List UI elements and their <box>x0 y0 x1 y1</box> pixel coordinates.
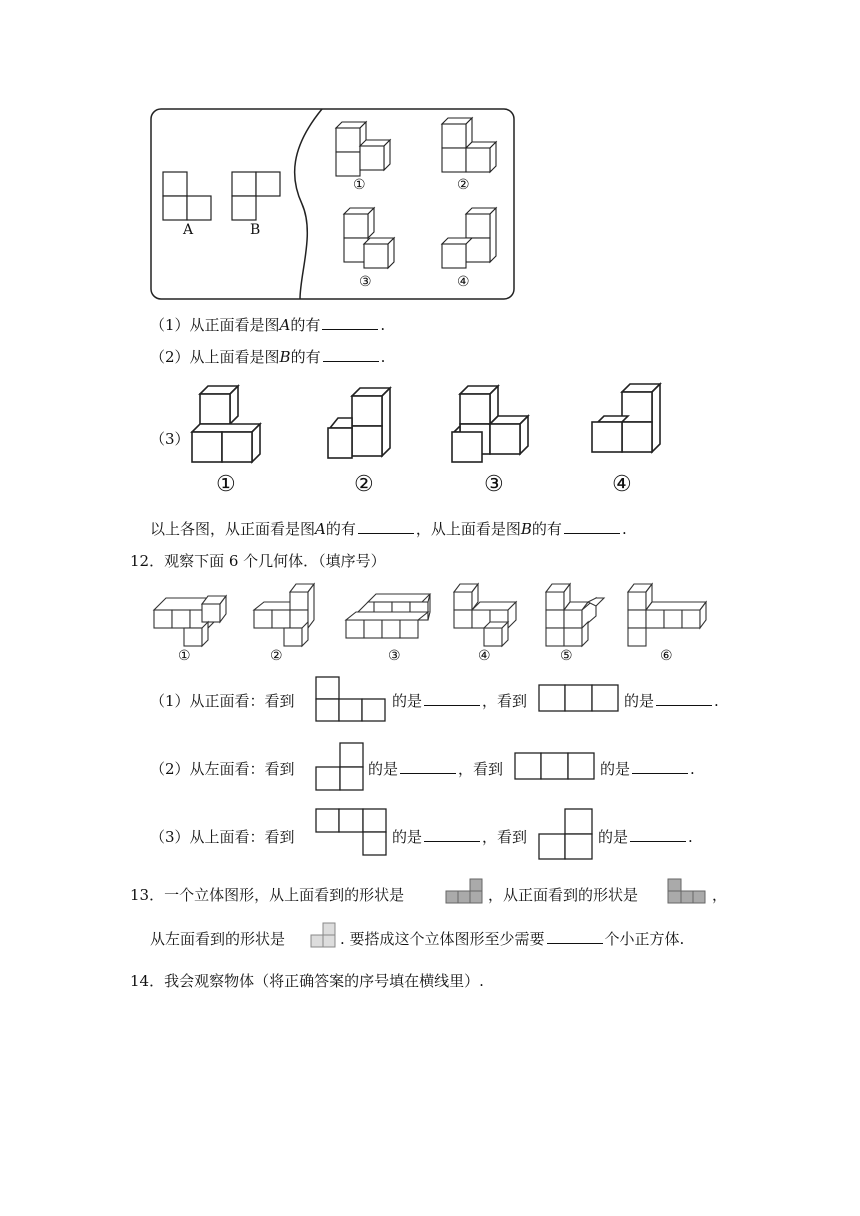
answer-blank[interactable] <box>400 759 456 774</box>
solid-1 <box>336 122 390 176</box>
q13-line1: 13．一个立体图形，从上面看到的形状是 <box>130 886 405 904</box>
q12-part2: （2）从左面看：看到 <box>150 760 295 778</box>
top-view-t-shape <box>538 808 594 860</box>
q12-label-1: ① <box>178 648 191 664</box>
q11-part1: （1）从正面看是图A的有 . <box>150 316 386 334</box>
q12-part3: （3）从上面看：看到 <box>150 828 295 846</box>
solid-4-label: ④ <box>457 274 470 290</box>
q12-label-4: ④ <box>478 648 491 664</box>
top-view-shape <box>315 808 389 856</box>
view-a-label: A <box>183 222 194 238</box>
q12-solid-3 <box>346 594 430 638</box>
q12-solids <box>150 580 710 670</box>
solid-2 <box>442 118 496 172</box>
answer-blank[interactable] <box>547 929 603 944</box>
q13-line2-end: . 要搭成这个立体图形至少需要 个小正方体. <box>340 930 685 948</box>
part3-label-3: ③ <box>484 472 504 497</box>
q12-label-6: ⑥ <box>660 648 673 664</box>
solid-3 <box>344 208 394 268</box>
part3-label-2: ② <box>354 472 374 497</box>
front-view-gray <box>666 878 708 904</box>
left-view-gray <box>310 922 338 948</box>
q12-part1: （1）从正面看：看到 <box>150 692 295 710</box>
answer-blank[interactable] <box>424 827 480 842</box>
answer-blank[interactable] <box>424 691 480 706</box>
q12-solid-5 <box>546 584 604 646</box>
solid-2-label: ② <box>457 177 470 193</box>
front-view-l-shape <box>315 676 387 722</box>
part3-solid-3 <box>452 386 528 462</box>
view-b-shape <box>232 172 280 220</box>
part3-solid-1 <box>192 386 260 462</box>
q11-part3-prefix: （3） <box>150 430 190 448</box>
q11-part3-figures <box>190 380 680 500</box>
q12-label-5: ⑤ <box>560 648 573 664</box>
left-view-l-shape <box>315 742 365 792</box>
answer-blank[interactable] <box>656 691 712 706</box>
view-a-shape <box>163 172 211 220</box>
part3-solid-4 <box>592 384 660 452</box>
answer-blank[interactable] <box>630 827 686 842</box>
part3-label-4: ④ <box>612 472 632 497</box>
q11-figure-svg <box>150 108 515 300</box>
left-view-row3 <box>514 752 596 780</box>
solid-4 <box>442 208 496 268</box>
q12-part2-end: 的是 . <box>600 760 695 778</box>
q13-line1-end: ， <box>712 886 728 904</box>
front-view-row3 <box>538 684 620 712</box>
q12-solid-2 <box>254 584 314 646</box>
answer-blank[interactable] <box>632 759 688 774</box>
part3-solid-2 <box>328 388 390 458</box>
q13-line1-mid: ，从正面看到的形状是 <box>488 886 639 904</box>
q12-part1-mid: 的是 ，看到 <box>392 692 528 710</box>
q11-figure-box <box>150 108 515 300</box>
answer-blank[interactable] <box>323 347 379 362</box>
q12-stem: 12．观察下面 6 个几何体．（填序号） <box>130 552 386 570</box>
q12-part1-end: 的是 . <box>624 692 719 710</box>
answer-blank[interactable] <box>564 519 620 534</box>
q12-label-2: ② <box>270 648 283 664</box>
solid-3-label: ③ <box>359 274 372 290</box>
q11-part2: （2）从上面看是图B的有 . <box>150 348 386 366</box>
answer-blank[interactable] <box>322 315 378 330</box>
q11-summary: 以上各图，从正面看是图A的有 ，从上面看是图B的有 . <box>150 520 627 538</box>
solid-1-label: ① <box>353 177 366 193</box>
q12-solid-4 <box>454 584 516 646</box>
view-b-label: B <box>250 222 261 238</box>
part3-label-1: ① <box>216 472 236 497</box>
q13-line2: 从左面看到的形状是 <box>150 930 286 948</box>
q12-solid-1 <box>154 596 226 646</box>
answer-blank[interactable] <box>358 519 414 534</box>
q12-solid-6 <box>628 584 706 646</box>
q12-label-3: ③ <box>388 648 401 664</box>
top-view-gray <box>444 878 484 904</box>
q12-part3-end: 的是 . <box>598 828 693 846</box>
q12-part2-mid: 的是 ，看到 <box>368 760 504 778</box>
q12-part3-mid: 的是 ，看到 <box>392 828 528 846</box>
q14-stem: 14．我会观察物体（将正确答案的序号填在横线里）. <box>130 972 484 990</box>
